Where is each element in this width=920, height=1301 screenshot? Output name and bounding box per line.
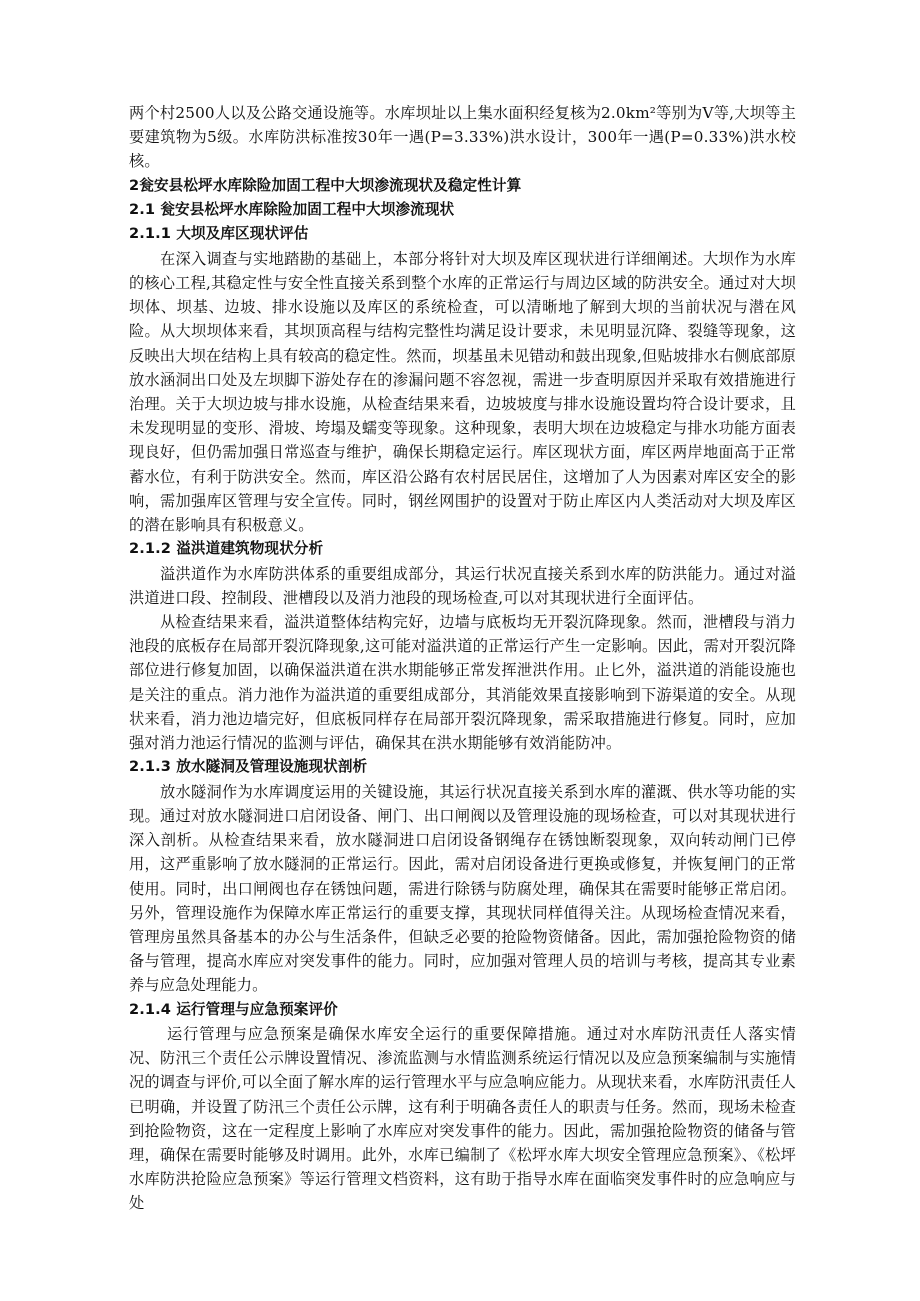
section-2-1-4-paragraph: 运行管理与应急预案是确保水库安全运行的重要保障措施。通过对水库防汛责任人落实情况、防汛三个责任公示牌设置情况、渗流监测与水情监测系统运行情况以及应急预案编制与实施情况的调查与评价,可以全面了解水库的运行管理水平与应急响应能力。从现状来看，水库防汛责任人已明确，并设置了防汛三个责任公示牌，这有利于明确各责任人的职责与任务。然而，现场未检查到抢险物资，这在一定程度上影响了水库应对突发事件的能力。因此，需加强抢险物资的储备与管理，确保在需要时能够及时调用。此外，水库已编制了《松坪水库大坝安全管理应急预案》、《松坪水库防洪抢险应急预案》等运行管理文档资料，这有助于指导水库在面临突发事件时的应急响应与处 — [129, 1024, 796, 1213]
section-2-1-3-paragraph: 放水隧洞作为水库调度运用的关键设施，其运行状况直接关系到水库的灌溉、供水等功能的实现。通过对放水隧洞进口启闭设备、闸门、出口闸阀以及管理设施的现场检查，可以对其现状进行深入剖析。从检查结果来看，放水隧洞进口启闭设备钢绳存在锈蚀断裂现象，双向转动闸门已停用，这严重影响了放水隧洞的正常运行。因此，需对启闭设备进行更换或修复，并恢复闸门的正常使用。同时，出口闸阀也存在锈蚀问题，需进行除锈与防腐处理，确保其在需要时能够正常启闭。另外，管理设施作为保障水库正常运行的重要支撑，其现状同样值得关注。从现场检查情况来看，管理房虽然具备基本的办公与生活条件，但缺乏必要的抢险物资储备。因此，需加强抢险物资的储备与管理，提高水库应对突发事件的能力。同时，应加强对管理人员的培训与考核，提高其专业素养与应急处理能力。 — [129, 782, 796, 995]
section-2-1-4-title: 2.1.4 运行管理与应急预案评价 — [129, 1000, 338, 1018]
section-2-1-title: 2.1 瓮安县松坪水库除险加固工程中大坝渗流现状 — [129, 201, 455, 219]
section-2-1-2-title: 2.1.2 溢洪道建筑物现状分析 — [129, 540, 324, 558]
section-2-1-2-paragraph-2: 从检查结果来看，溢洪道整体结构完好，边墙与底板均无开裂沉降现象。然而，泄槽段与消力池段的底板存在局部开裂沉降现象,这可能对溢洪道的正常运行产生一定影响。因此，需对开裂沉降部位进行修复加固，以确保溢洪道在洪水期能够正常发挥泄洪作用。止匕外，溢洪道的消能设施也是关注的重点。消力池作为溢洪道的重要组成部分，其消能效果直接影响到下游渠道的安全。从现状来看，消力池边墙完好，但底板同样存在局部开裂沉降现象，需采取措施进行修复。同时，应加强对消力池运行情况的监测与评估，确保其在洪水期能够有效消能防冲。 — [129, 613, 796, 753]
section-2-1-1-paragraph: 在深入调查与实地踏勘的基础上，本部分将针对大坝及库区现状进行详细阐述。大坝作为水库的核心工程,其稳定性与安全性直接关系到整个水库的正常运行与周边区域的防洪安全。通过对大坝坝体、坝基、边坡、排水设施以及库区的系统检查，可以清晰地了解到大坝的当前状况与潜在风险。从大坝坝体来看，其坝顶高程与结构完整性均满足设计要求，未见明显沉降、裂缝等现象，这反映出大坝在结构上具有较高的稳定性。然而，坝基虽未见错动和鼓出现象,但贴坡排水右侧底部原放水涵洞出口处及左坝脚下游处存在的渗漏问题不容忽视，需进一步查明原因并采取有效措施进行治理。关于大坝边坡与排水设施，从检查结果来看，边坡坡度与排水设施设置均符合设计要求，且未发现明显的变形、滑坡、垮塌及蠕变等现象。这种现象，表明大坝在边坡稳定与排水功能方面表现良好，但仍需加强日常巡查与维护，确保长期稳定运行。库区现状方面，库区两岸地面高于正常蓄水位，有利于防洪安全。然而，库区沿公路有农村居民居住，这增加了人为因素对库区安全的影响，需加强库区管理与安全宣传。同时，钢丝网围护的设置对于防止库区内人类活动对大坝及库区的潜在影响具有积极意义。 — [129, 249, 796, 535]
section-2-1-2-paragraph-1: 溢洪道作为水库防洪体系的重要组成部分，其运行状况直接关系到水库的防洪能力。通过对溢洪道进口段、控制段、泄槽段以及消力池段的现场检查,可以对其现状进行全面评估。 — [129, 564, 796, 607]
section-2-title: 2瓮安县松坪水库除险加固工程中大坝渗流现状及稳定性计算 — [129, 176, 522, 194]
section-2-1-3-title: 2.1.3 放水隧洞及管理设施现状剖析 — [129, 758, 368, 776]
section-2-1-1-title: 2.1.1 大坝及库区现状评估 — [129, 225, 309, 243]
intro-paragraph: 两个村2500人以及公路交通设施等。水库坝址以上集水面积经复核为2.0km²等别为V等,大坝等主要建筑物为5级。水库防洪标准按30年一遇(P=3.33%)洪水设计，300年一遇(P=0.33%)洪水校核。 — [129, 104, 796, 171]
